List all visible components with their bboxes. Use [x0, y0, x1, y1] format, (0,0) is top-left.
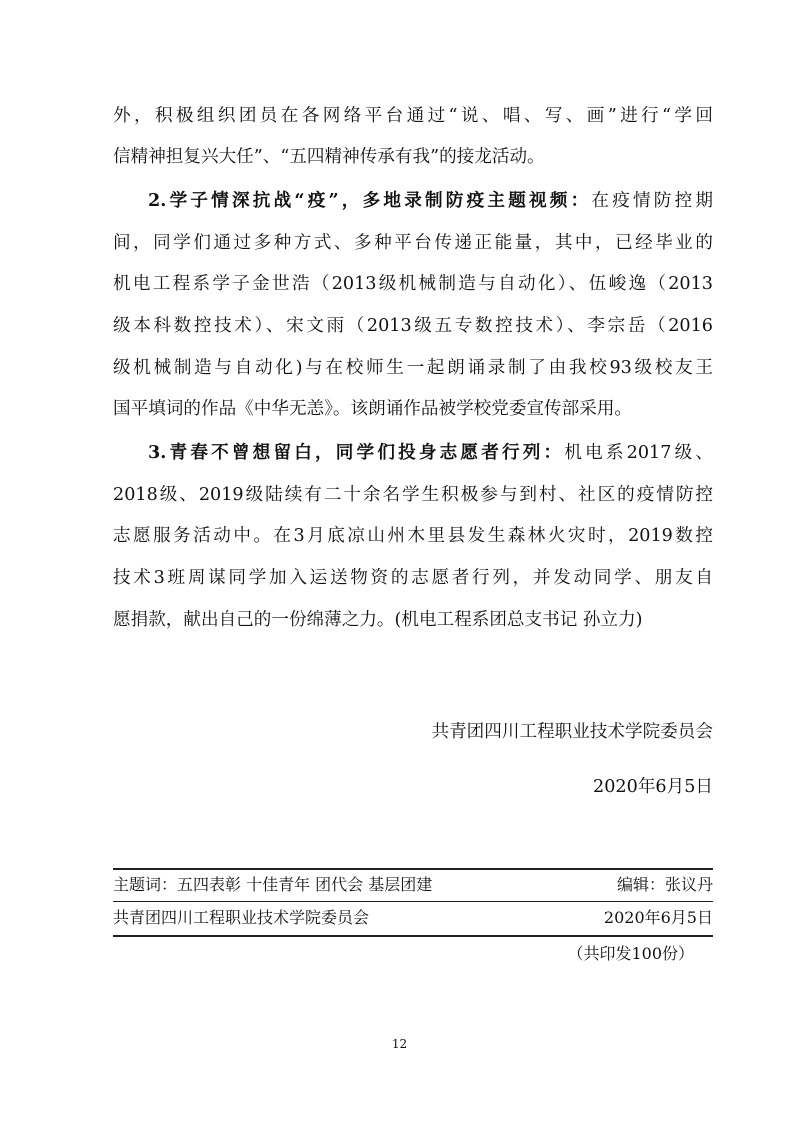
section3-first-rest: 机电系2017级、 [564, 443, 713, 463]
section2-line: 国平填词的作品《中华无恙》。该朗诵作品被学校党委宣传部采用。 [113, 399, 633, 419]
footer-keywords: 主题词：五四表彰 十佳青年 团代会 基层团建 [113, 875, 433, 894]
body-line-2: 信精神担复兴大任”、“五四精神传承有我”的接龙活动。 [113, 147, 545, 167]
footer-copies: （共印发100份） [567, 944, 694, 963]
section2-line: 级机械制造与自动化)与在校师生一起朗诵录制了由我校93级校友王 [113, 358, 713, 378]
footer-issue-date: 2020年6月5日 [603, 908, 713, 927]
signature-org: 共青团四川工程职业技术学院委员会 [431, 722, 713, 742]
section3-line: 志愿服务活动中。在3月底凉山州木里县发生森林火灾时，2019数控 [113, 526, 713, 546]
section2-first-rest: 在疫情防控期 [591, 191, 713, 211]
signature-date: 2020年6月5日 [593, 777, 713, 797]
footer-top-rule [113, 868, 713, 870]
footer-issuer: 共青团四川工程职业技术学院委员会 [113, 908, 370, 927]
section2-first-line [148, 190, 713, 212]
section2-line: 机电工程系学子金世浩（2013级机械制造与自动化）、伍峻逸（2013 [113, 274, 713, 294]
footer-editor: 编辑：张议丹 [616, 875, 713, 894]
section2-heading: 2.学子情深抗战“疫”，多地录制防疫主题视频： [148, 190, 592, 211]
footer-mid-rule [113, 901, 713, 902]
section3-line: 技术3班周谋同学加入运送物资的志愿者行列，并发动同学、朋友自 [113, 568, 713, 588]
page-number: 12 [391, 1037, 408, 1051]
section3-first-line [148, 442, 713, 464]
section3-heading: 3.青春不曾想留白，同学们投身志愿者行列： [148, 442, 565, 463]
body-line-1: 外，积极组织团员在各网络平台通过“说、唱、写、画”进行“学回 [113, 106, 713, 126]
section2-line: 级本科数控技术）、宋文雨（2013级五专数控技术）、李宗岳（2016 [113, 316, 713, 336]
section3-line: 2018级、2019级陆续有二十余名学生积极参与到村、社区的疫情防控 [113, 485, 713, 505]
footer-bottom-rule [113, 935, 713, 937]
section3-line: 愿捐款，献出自己的一份绵薄之力。(机电工程系团总支书记 孙立力) [113, 610, 643, 630]
section2-line: 间，同学们通过多种方式、多种平台传递正能量，其中，已经毕业的 [113, 233, 713, 253]
